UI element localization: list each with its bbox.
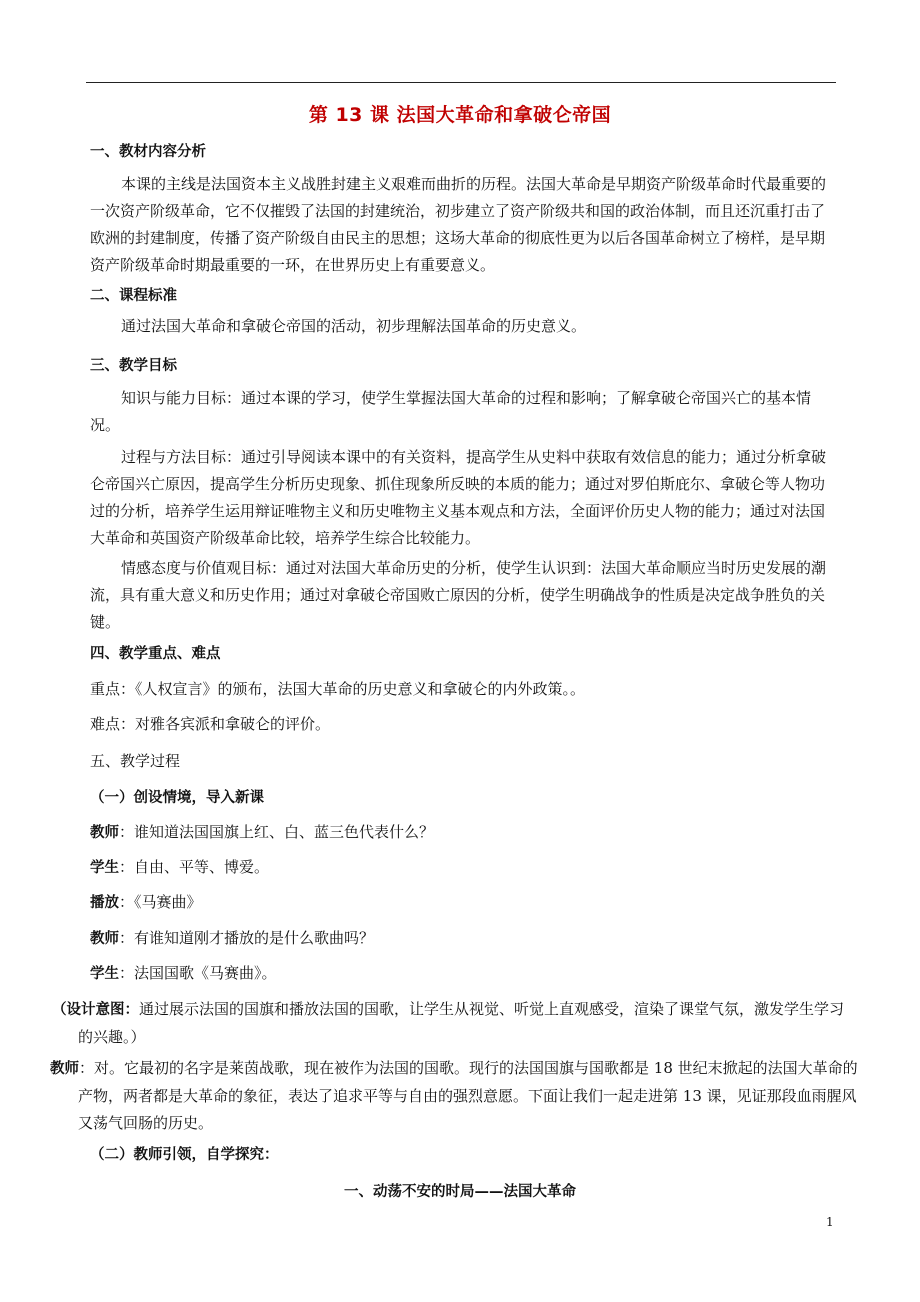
teacher-explanation xyxy=(50,1055,862,1137)
paragraph-goal-process: 过程与方法目标：通过引导阅读本课中的有关资料，提高学生从史料中获取有效信息的能力；通过分析拿破仑帝国兴亡原因，提高学生分析历史现象、抓住现象所反映的本质的能力；通过对罗伯斯庇尔、拿破仑等人物功过的分析，培养学生运用辩证唯物主义和历史唯物主义基本观点和方法，全面评价历史人物的能力；通过对法国大革命和英国资产阶级革命比较，培养学生综合比较能力。 xyxy=(90,448,827,547)
dialogue-text: ：《马赛曲》 xyxy=(119,893,202,911)
paragraph-curriculum-standard: 通过法国大革命和拿破仑帝国的活动，初步理解法国革命的历史意义。 xyxy=(121,317,587,335)
section-title-french-revolution: 一、动荡不安的时局——法国大革命 xyxy=(344,1184,576,1200)
speaker-label: 教师 xyxy=(50,1061,79,1077)
difficult-point: 难点：对雅各宾派和拿破仑的评价。 xyxy=(90,715,331,733)
dialogue-line xyxy=(90,891,202,912)
heading-key-points: 四、教学重点、难点 xyxy=(90,646,221,662)
key-point: 重点：《人权宣言》的颁布，法国大革命的历史意义和拿破仑的内外政策。。 xyxy=(90,680,586,698)
header-rule xyxy=(86,82,836,83)
speaker-label: 教师 xyxy=(90,825,119,841)
dialogue-line xyxy=(90,856,269,877)
dialogue-text: ：谁知道法国国旗上红、白、蓝三色代表什么？ xyxy=(119,823,435,841)
speaker-label: 播放 xyxy=(90,895,119,911)
design-intent-note xyxy=(52,996,858,1051)
design-intent-text: 通过展示法国的国旗和播放法国的国歌，让学生从视觉、听觉上直观感受，渲染了课堂气氛，激发学生学习的兴趣。） xyxy=(78,1000,845,1046)
dialogue-text: ：法国国歌《马赛曲》。 xyxy=(119,964,277,982)
lesson-title: 第 13 课 法国大革命和拿破仑帝国 xyxy=(308,104,612,126)
speaker-label: 学生 xyxy=(90,966,119,982)
dialogue-line xyxy=(90,821,434,842)
speaker-label: 教师 xyxy=(90,931,119,947)
subheading-introduce: （一）创设情境，导入新课 xyxy=(90,790,264,806)
heading-textbook-analysis: 一、教材内容分析 xyxy=(90,144,206,160)
heading-teaching-goals: 三、教学目标 xyxy=(90,358,177,374)
paragraph-goal-emotion: 情感态度与价值观目标：通过对法国大革命历史的分析，使学生认识到：法国大革命顺应当时历史发展的潮流，具有重大意义和历史作用；通过对拿破仑帝国败亡原因的分析，使学生明确战争的性质是决定战争胜负的关键。 xyxy=(90,559,827,631)
subheading-self-study: （二）教师引领，自学探究： xyxy=(90,1147,279,1163)
paragraph-textbook-analysis: 本课的主线是法国资本主义战胜封建主义艰难而曲折的历程。法国大革命是早期资产阶级革命时代最重要的一次资产阶级革命，它不仅摧毁了法国的封建统治，初步建立了资产阶级共和国的政治体制，而且还沉重打击了欧洲的封建制度，传播了资产阶级自由民主的思想；这场大革命的彻底性更为以后各国革命树立了榜样，是早期资产阶级革命时期最重要的一环，在世界历史上有重要意义。 xyxy=(90,175,827,274)
heading-teaching-process: 五、教学过程 xyxy=(90,752,181,770)
teacher-explanation-text: ：对。它最初的名字是莱茵战歌，现在被作为法国的国歌。现行的法国国旗与国歌都是 18 世纪末掀起的法国大革命的产物，两者都是大革命的象征，表达了追求平等与自由的强烈意愿。下面让我们一起走进第 13 课，见证那段血雨腥风又荡气回肠的历史。 xyxy=(78,1059,858,1132)
paragraph-goal-knowledge: 知识与能力目标：通过本课的学习，使学生掌握法国大革命的过程和影响；了解拿破仑帝国兴亡的基本情况。 xyxy=(90,389,812,434)
heading-curriculum-standard: 二、课程标准 xyxy=(90,288,177,304)
design-intent-label: （设计意图： xyxy=(52,1002,139,1018)
dialogue-text: ：自由、平等、博爱。 xyxy=(119,858,270,876)
dialogue-text: ：有谁知道刚才播放的是什么歌曲吗？ xyxy=(119,929,375,947)
dialogue-line xyxy=(90,962,277,983)
speaker-label: 学生 xyxy=(90,860,119,876)
dialogue-line xyxy=(90,927,374,948)
page-number: 1 xyxy=(826,1215,834,1229)
